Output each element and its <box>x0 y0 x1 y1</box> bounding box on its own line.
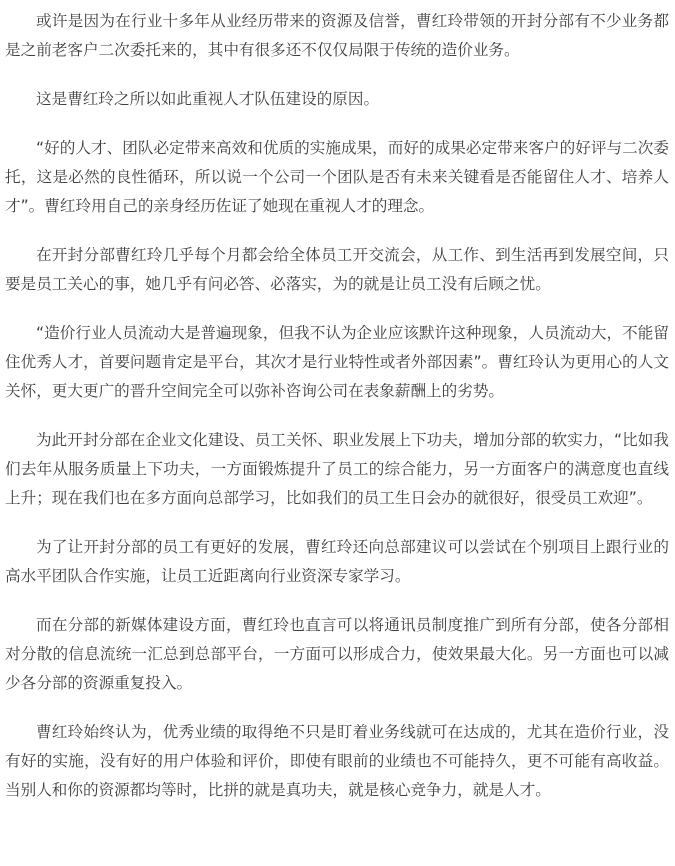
paragraph-4: 在开封分部曹红玲几乎每个月都会给全体员工开交流会，从工作、到生活再到发展空间，只要是员工关心的事，她几乎有问必答、必落实，为的就是让员工没有后顾之忧。 <box>5 246 669 293</box>
paragraph-2: 这是曹红玲之所以如此重视人才队伍建设的原因。 <box>36 90 380 108</box>
paragraph-6: 为此开封分部在企业文化建设、员工关怀、职业发展上下功夫，增加分部的软实力，“比如我们去年从服务质量上下功夫，一方面锻炼提升了员工的综合能力，另一方面客户的满意度也直线上升；现在我们也在多方面向总部学习，比如我们的员工生日会办的就很好，很受员工欢迎”。 <box>5 431 669 507</box>
paragraph-7: 为了让开封分部的员工有更好的发展，曹红玲还向总部建议可以尝试在个别项目上跟行业的高水平团队合作实施，让员工近距离向行业资深专家学习。 <box>5 538 669 585</box>
paragraph-5: “造价行业人员流动大是普遍现象，但我不认为企业应该默许这种现象，人员流动大，不能留住优秀人才，首要问题肯定是平台，其次才是行业特性或者外部因素”。曹红玲认为更用心的人文关怀，更大更广的晋升空间完全可以弥补咨询公司在表象薪酬上的劣势。 <box>5 324 669 400</box>
paragraph-9: 曹红玲始终认为，优秀业绩的取得绝不只是盯着业务线就可在达成的，尤其在造价行业，没有好的实施，没有好的用户体验和评价，即使有眼前的业绩也不可能持久，更不可能有高收益。当别人和你的资源都均等时，比拼的就是真功夫，就是核心竞争力，就是人才。 <box>5 723 669 799</box>
paragraph-3: “好的人才、团队必定带来高效和优质的实施成果，而好的成果必定带来客户的好评与二次委托，这是必然的良性循环，所以说一个公司一个团队是否有未来关键看是否能留住人才、培养人才”。曹红玲用自己的亲身经历佐证了她现在重视人才的理念。 <box>5 139 669 215</box>
paragraph-1: 或许是因为在行业十多年从业经历带来的资源及信誉，曹红玲带领的开封分部有不少业务都是之前老客户二次委托来的，其中有很多还不仅仅局限于传统的造价业务。 <box>5 12 669 59</box>
paragraph-8: 而在分部的新媒体建设方面，曹红玲也直言可以将通讯员制度推广到所有分部，使各分部相对分散的信息流统一汇总到总部平台，一方面可以形成合力，使效果最大化。另一方面也可以减少各分部的资源重复投入。 <box>5 616 669 692</box>
